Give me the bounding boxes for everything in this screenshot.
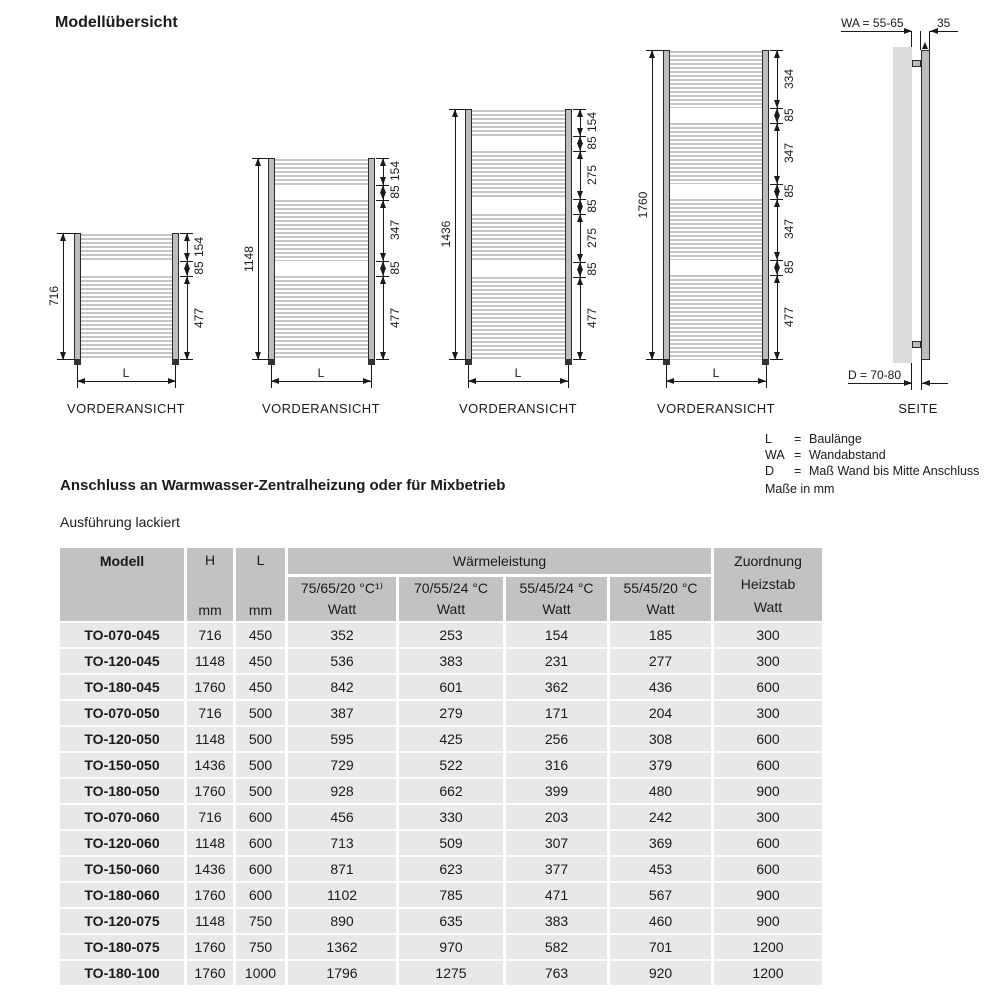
cell-watt-55-45-24: 471	[506, 883, 607, 907]
col-header-h: H mm	[187, 548, 233, 621]
cell-heizstab: 900	[714, 883, 822, 907]
cell-h: 1760	[187, 675, 233, 699]
cell-watt-55-45-24: 399	[506, 779, 607, 803]
cell-watt-75-65-20: 842	[288, 675, 396, 699]
cell-watt-70-55-24: 425	[399, 727, 503, 751]
cell-heizstab: 600	[714, 727, 822, 751]
tube-group	[275, 159, 368, 185]
right-collector	[368, 158, 375, 360]
left-collector	[663, 50, 670, 360]
cell-watt-55-45-20: 436	[610, 675, 711, 699]
segment-label: 347	[782, 218, 796, 240]
table-row	[60, 727, 822, 751]
radiator-profile	[921, 50, 930, 360]
arrow-up-icon	[60, 233, 66, 241]
cell-heizstab: 600	[714, 753, 822, 777]
table-row	[60, 857, 822, 881]
arrow-down-icon	[60, 352, 66, 360]
tube-group	[472, 110, 565, 136]
segment-label: 85	[585, 199, 599, 213]
total-height-label: 1760	[636, 191, 650, 219]
cell-modell: TO-180-045	[60, 675, 184, 699]
table-row	[60, 805, 822, 829]
tube-group	[472, 214, 565, 262]
cell-watt-55-45-24: 383	[506, 909, 607, 933]
col-header-temp-1: 75/65/20 °C¹⁾ Watt	[288, 577, 396, 621]
tube-group	[472, 277, 565, 360]
cell-watt-70-55-24: 279	[399, 701, 503, 725]
cell-watt-70-55-24: 635	[399, 909, 503, 933]
table-row	[60, 675, 822, 699]
segment-label: 154	[388, 160, 402, 182]
right-collector	[762, 50, 769, 360]
total-height-label: 1148	[242, 246, 256, 272]
cell-heizstab: 300	[714, 805, 822, 829]
segment-label: 85	[192, 261, 206, 275]
units-note: Maße in mm	[765, 482, 835, 496]
cell-watt-75-65-20: 1796	[288, 961, 396, 985]
pipe-connector	[912, 341, 921, 348]
cell-heizstab: 300	[714, 623, 822, 647]
tube-group	[670, 51, 762, 108]
connection-distance-label: D = 70-80	[848, 368, 902, 382]
cell-watt-55-45-24: 362	[506, 675, 607, 699]
tube-group	[275, 276, 368, 360]
cell-watt-75-65-20: 1362	[288, 935, 396, 959]
cell-watt-55-45-20: 460	[610, 909, 711, 933]
tube-group	[81, 276, 172, 360]
cell-watt-70-55-24: 1275	[399, 961, 503, 985]
cell-modell: TO-070-050	[60, 701, 184, 725]
cell-heizstab: 600	[714, 831, 822, 855]
cell-l: 500	[236, 701, 285, 725]
cell-modell: TO-120-060	[60, 831, 184, 855]
side-view-caption: SEITE	[898, 401, 938, 416]
table-row	[60, 701, 822, 725]
cell-watt-75-65-20: 871	[288, 857, 396, 881]
cell-l: 600	[236, 831, 285, 855]
cell-watt-70-55-24: 601	[399, 675, 503, 699]
cell-h: 716	[187, 623, 233, 647]
cell-watt-55-45-24: 256	[506, 727, 607, 751]
legend-term: WA	[765, 448, 785, 462]
pipe-connector	[912, 60, 921, 67]
table-row	[60, 883, 822, 907]
cell-heizstab: 1200	[714, 961, 822, 985]
table-header	[60, 548, 822, 621]
front-view-caption: VORDERANSICHT	[262, 401, 380, 416]
cell-watt-75-65-20: 387	[288, 701, 396, 725]
cell-l: 450	[236, 623, 285, 647]
front-view-caption: VORDERANSICHT	[657, 401, 775, 416]
cell-watt-75-65-20: 595	[288, 727, 396, 751]
tube-group	[670, 123, 762, 184]
cell-l: 600	[236, 883, 285, 907]
cell-watt-75-65-20: 352	[288, 623, 396, 647]
cell-watt-55-45-20: 920	[610, 961, 711, 985]
cell-modell: TO-120-075	[60, 909, 184, 933]
cell-watt-55-45-20: 308	[610, 727, 711, 751]
right-collector	[172, 233, 179, 360]
segment-label: 347	[388, 219, 402, 241]
tube-group	[670, 199, 762, 260]
cell-watt-55-45-20: 369	[610, 831, 711, 855]
table-row	[60, 623, 822, 647]
table-row	[60, 649, 822, 673]
spec-table	[60, 548, 822, 985]
cell-watt-70-55-24: 623	[399, 857, 503, 881]
segment-label: 85	[388, 261, 402, 275]
cell-heizstab: 300	[714, 701, 822, 725]
table-body	[60, 623, 822, 985]
cell-watt-55-45-24: 203	[506, 805, 607, 829]
cell-modell: TO-180-050	[60, 779, 184, 803]
left-collector	[74, 233, 81, 360]
cell-l: 500	[236, 727, 285, 751]
segment-label: 154	[192, 236, 206, 258]
col-header-modell: Modell	[60, 548, 184, 621]
segment-label: 85	[782, 184, 796, 198]
cell-modell: TO-120-050	[60, 727, 184, 751]
cell-heizstab: 300	[714, 649, 822, 673]
cell-watt-70-55-24: 785	[399, 883, 503, 907]
total-height-label: 1436	[439, 220, 453, 248]
segment-label: 85	[782, 260, 796, 274]
cell-heizstab: 600	[714, 857, 822, 881]
col-header-waermeleistung: Wärmeleistung	[288, 548, 711, 574]
cell-watt-70-55-24: 330	[399, 805, 503, 829]
cell-watt-75-65-20: 928	[288, 779, 396, 803]
segment-label: 275	[585, 164, 599, 186]
cell-watt-55-45-20: 379	[610, 753, 711, 777]
cell-watt-75-65-20: 536	[288, 649, 396, 673]
tube-group	[472, 151, 565, 199]
cell-modell: TO-180-100	[60, 961, 184, 985]
left-collector	[268, 158, 275, 360]
segment-label: 477	[585, 307, 599, 329]
col-header-temp-2: 70/55/24 °C Watt	[399, 577, 503, 621]
cell-h: 1148	[187, 831, 233, 855]
cell-h: 1148	[187, 909, 233, 933]
cell-watt-55-45-24: 307	[506, 831, 607, 855]
segment-label: 334	[782, 68, 796, 90]
cell-h: 1760	[187, 935, 233, 959]
cell-modell: TO-180-075	[60, 935, 184, 959]
legend-row	[765, 431, 979, 447]
cell-l: 450	[236, 649, 285, 673]
table-row	[60, 753, 822, 777]
cell-heizstab: 1200	[714, 935, 822, 959]
cell-h: 1760	[187, 883, 233, 907]
table-row	[60, 831, 822, 855]
total-height-label: 716	[47, 285, 61, 307]
cell-watt-55-45-20: 567	[610, 883, 711, 907]
cell-h: 716	[187, 701, 233, 725]
cell-watt-55-45-24: 316	[506, 753, 607, 777]
cell-watt-55-45-20: 453	[610, 857, 711, 881]
cell-watt-75-65-20: 1102	[288, 883, 396, 907]
cell-l: 750	[236, 935, 285, 959]
tube-group	[275, 200, 368, 261]
wall-distance-label: WA = 55-65	[841, 16, 904, 30]
cell-watt-70-55-24: 970	[399, 935, 503, 959]
segment-label: 275	[585, 227, 599, 249]
cell-watt-55-45-20: 204	[610, 701, 711, 725]
cell-modell: TO-070-045	[60, 623, 184, 647]
tube-group	[670, 275, 762, 360]
cell-watt-55-45-20: 480	[610, 779, 711, 803]
finish-note: Ausführung lackiert	[60, 514, 180, 530]
col-header-temp-4: 55/45/20 °C Watt	[610, 577, 711, 621]
cell-watt-75-65-20: 729	[288, 753, 396, 777]
cell-watt-70-55-24: 383	[399, 649, 503, 673]
segment-label: 347	[782, 142, 796, 164]
cell-l: 750	[236, 909, 285, 933]
right-collector	[565, 109, 572, 360]
depth-label: 35	[937, 16, 951, 30]
cell-watt-70-55-24: 509	[399, 831, 503, 855]
legend-eq: =	[794, 448, 802, 462]
cell-watt-75-65-20: 456	[288, 805, 396, 829]
col-header-temp-3: 55/45/24 °C Watt	[506, 577, 607, 621]
cell-h: 1436	[187, 857, 233, 881]
cell-l: 500	[236, 779, 285, 803]
cell-watt-55-45-24: 763	[506, 961, 607, 985]
col-header-zuordnung: Zuordnung Heizstab Watt	[714, 548, 822, 621]
cell-h: 1760	[187, 961, 233, 985]
cell-watt-55-45-24: 582	[506, 935, 607, 959]
col-header-l: L mm	[236, 548, 285, 621]
cell-watt-55-45-24: 171	[506, 701, 607, 725]
cell-modell: TO-150-060	[60, 857, 184, 881]
cell-l: 600	[236, 857, 285, 881]
cell-watt-55-45-20: 701	[610, 935, 711, 959]
front-view-caption: VORDERANSICHT	[459, 401, 577, 416]
cell-heizstab: 600	[714, 675, 822, 699]
legend-term: L	[765, 432, 772, 446]
segment-label: 85	[585, 262, 599, 276]
cell-watt-70-55-24: 522	[399, 753, 503, 777]
cell-watt-55-45-20: 185	[610, 623, 711, 647]
cell-l: 600	[236, 805, 285, 829]
cell-watt-70-55-24: 253	[399, 623, 503, 647]
segment-label: 477	[192, 307, 206, 329]
legend-eq: =	[794, 464, 802, 478]
cell-h: 1436	[187, 753, 233, 777]
legend-eq: =	[794, 432, 802, 446]
legend-term: D	[765, 464, 775, 478]
table-row	[60, 935, 822, 959]
cell-h: 1148	[187, 727, 233, 751]
length-label: L	[317, 366, 325, 380]
table-row	[60, 909, 822, 933]
cell-watt-55-45-24: 154	[506, 623, 607, 647]
wall	[893, 47, 912, 363]
table-row	[60, 779, 822, 803]
segment-label: 477	[782, 306, 796, 328]
cell-heizstab: 900	[714, 779, 822, 803]
legend-desc: Maß Wand bis Mitte Anschluss	[809, 464, 980, 478]
segment-label: 154	[585, 111, 599, 133]
length-label: L	[122, 366, 130, 380]
cell-watt-75-65-20: 890	[288, 909, 396, 933]
segment-label: 85	[388, 185, 402, 199]
length-label: L	[514, 366, 522, 380]
cell-watt-70-55-24: 662	[399, 779, 503, 803]
cell-watt-55-45-24: 231	[506, 649, 607, 673]
section-heading: Anschluss an Warmwasser-Zentralheizung oder für Mixbetrieb	[60, 477, 506, 494]
cell-watt-75-65-20: 713	[288, 831, 396, 855]
length-label: L	[712, 366, 720, 380]
legend-desc: Baulänge	[809, 432, 862, 446]
tube-group	[81, 234, 172, 261]
cell-h: 1760	[187, 779, 233, 803]
legend-desc: Wandabstand	[809, 448, 886, 462]
cell-watt-55-45-20: 277	[610, 649, 711, 673]
cell-modell: TO-150-050	[60, 753, 184, 777]
legend-row	[765, 447, 979, 463]
segment-label: 85	[782, 108, 796, 122]
cell-h: 1148	[187, 649, 233, 673]
cell-watt-55-45-20: 242	[610, 805, 711, 829]
cell-l: 450	[236, 675, 285, 699]
cell-modell: TO-120-045	[60, 649, 184, 673]
legend	[765, 431, 979, 497]
segment-label: 477	[388, 307, 402, 329]
segment-label: 85	[585, 136, 599, 150]
table-row	[60, 961, 822, 985]
cell-heizstab: 900	[714, 909, 822, 933]
cell-modell: TO-180-060	[60, 883, 184, 907]
cell-l: 1000	[236, 961, 285, 985]
front-view-caption: VORDERANSICHT	[67, 401, 185, 416]
cell-watt-55-45-24: 377	[506, 857, 607, 881]
left-collector	[465, 109, 472, 360]
vent-valve-icon	[922, 42, 928, 49]
legend-row	[765, 463, 979, 479]
cell-modell: TO-070-060	[60, 805, 184, 829]
page-title: Modellübersicht	[55, 14, 178, 31]
cell-h: 716	[187, 805, 233, 829]
cell-l: 500	[236, 753, 285, 777]
